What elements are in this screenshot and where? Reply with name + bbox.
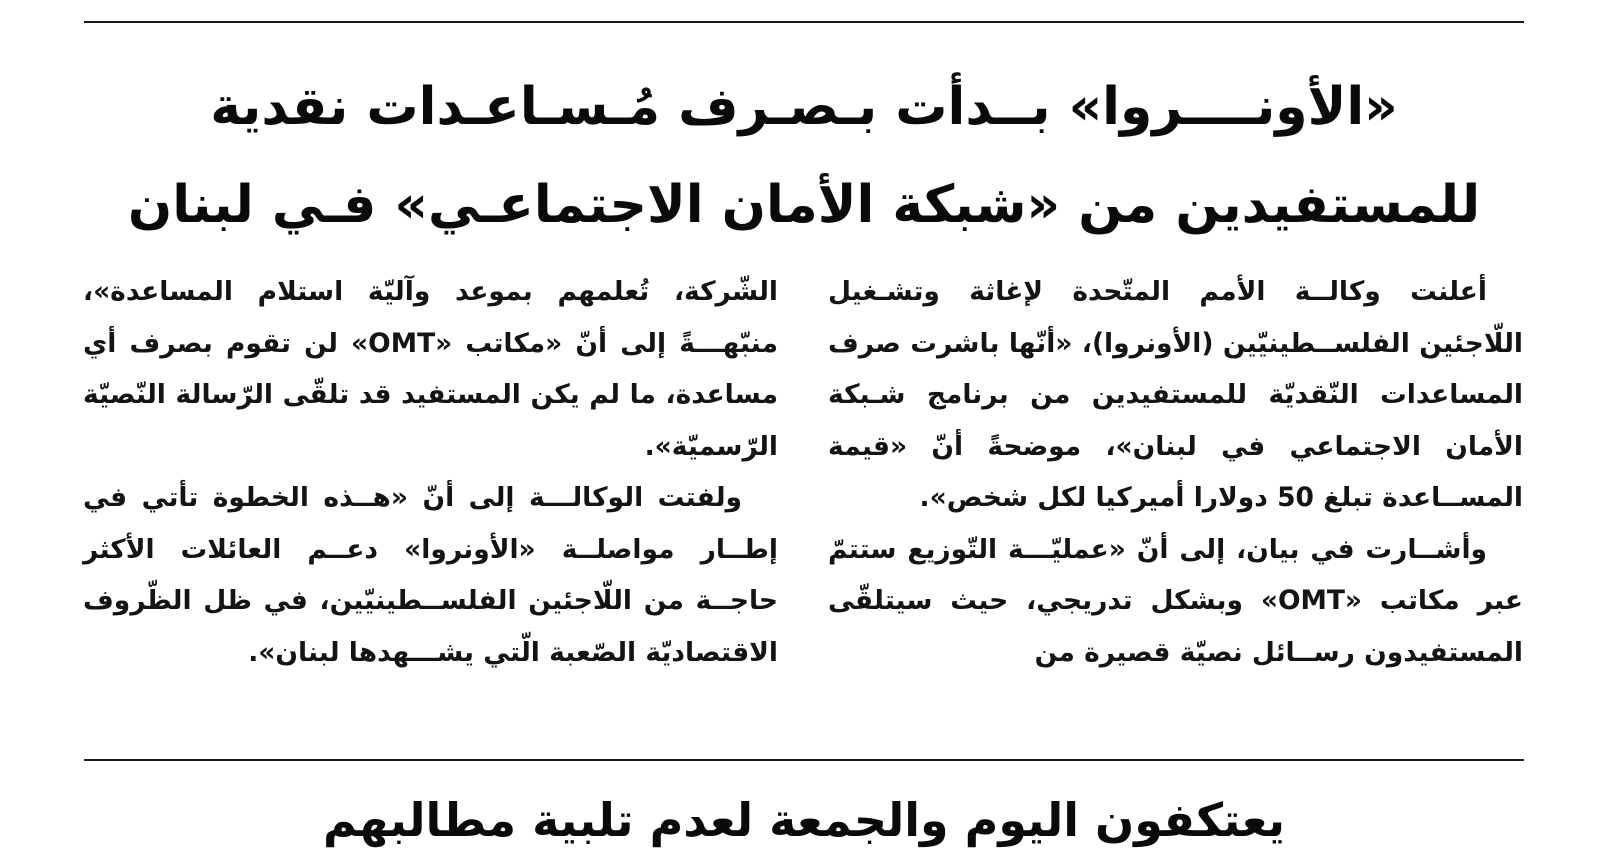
headline-line-2: للمستفيدين من «شبكة الأمان الاجتماعـي» فـي لبنان bbox=[127, 175, 1481, 235]
article-headline bbox=[84, 58, 1524, 254]
paragraph: أعلنت وكالــة الأمم المتّحدة لإغاثة وتشـغيل اللّاجئين الفلســطينيّين (الأونروا)، «أنّها باشرت صرف المساعدات النّقديّة للمستفيدين من برنامج شـبكة الأمان الاجتماعي في لبنان»، موضحةً أنّ «قيمة المســاعدة تبلغ 50 دولارا أميركيا لكل شخص». bbox=[828, 276, 1523, 513]
next-article-headline: يعتكفون اليوم والجمعة لعدم تلبية مطالبهم bbox=[323, 793, 1285, 847]
paragraph: ولفتت الوكالـــة إلى أنّ «هــذه الخطوة تأتي في إطــار مواصلــة «الأونروا» دعــم العائلات الأكثر حاجــة من اللّاجئين الفلســطينيّين، في ظل الظّروف الاقتصاديّة الصّعبة الّتي يشـــهدها لبنان». bbox=[83, 482, 778, 668]
article-column-left bbox=[83, 266, 778, 678]
paragraph: الشّركة، تُعلمهم بموعد وآليّة استلام المساعدة»، منبّهـــةً إلى أنّ «مكاتب «OMT» لن تقوم بصرف أي مساعدة، ما لم يكن المستفيد قد تلقّى الرّسالة النّصيّة الرّسميّة». bbox=[83, 276, 778, 462]
top-rule bbox=[84, 21, 1524, 23]
bottom-rule bbox=[84, 759, 1524, 761]
paragraph: وأشــارت في بيان، إلى أنّ «عمليّـــة التّوزيع ستتمّ عبر مكاتب «OMT» وبشكل تدريجي، حيث سيتلقّى المستفيدون رســائل نصيّة قصيرة من bbox=[828, 533, 1523, 668]
headline-line-1: «الأونــــروا» بــدأت بـصـرف مُـسـاعـدات نقدية bbox=[210, 77, 1398, 137]
article-column-right bbox=[828, 266, 1523, 678]
